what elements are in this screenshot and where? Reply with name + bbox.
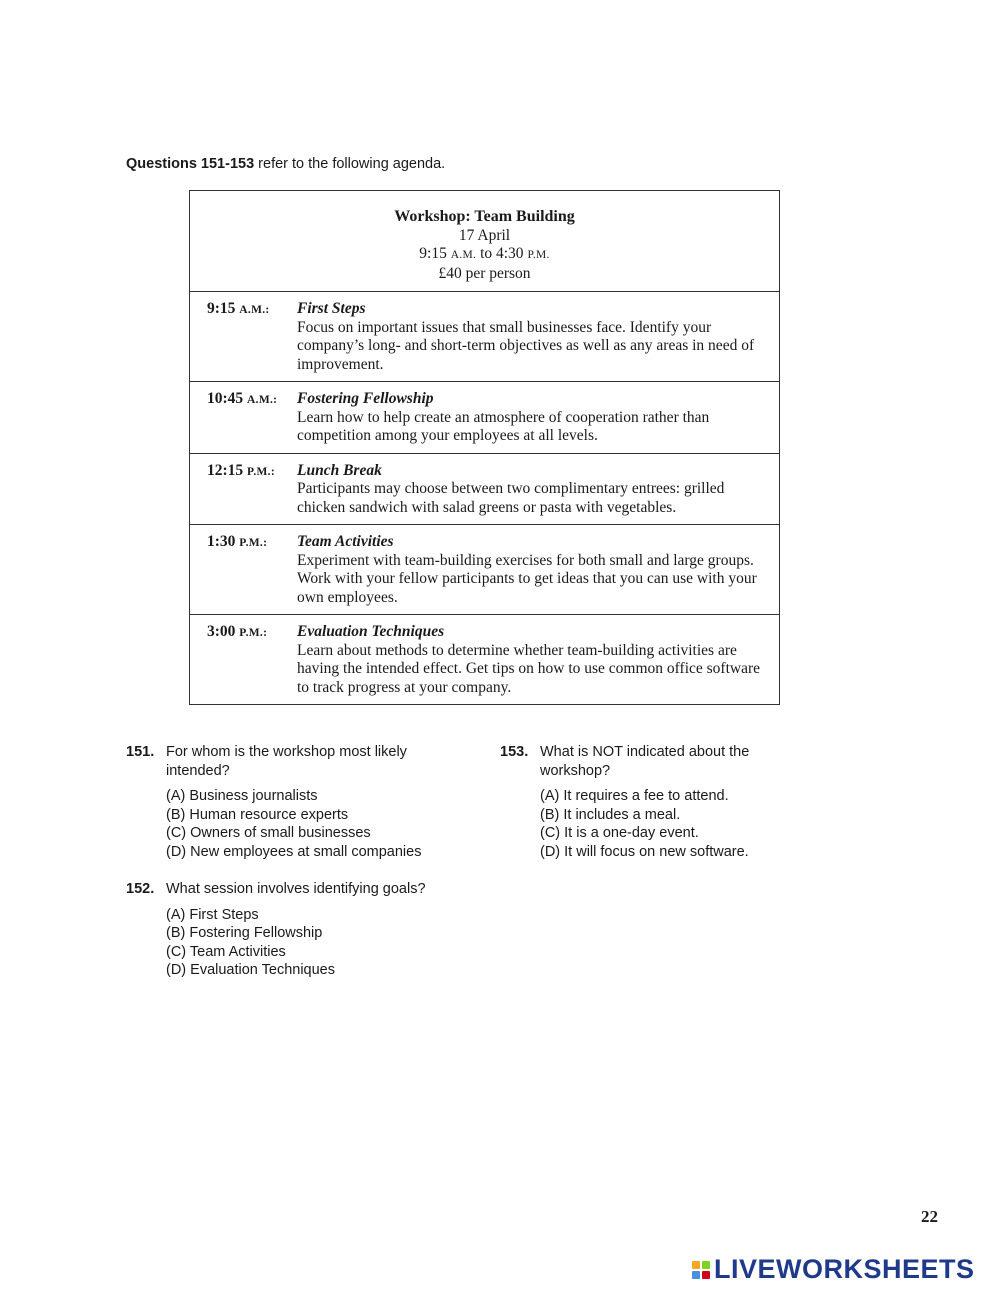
session-desc: Experiment with team-building exercises for both small and large groups. Work with your fellow participants to get ideas that you can use with your own employees. xyxy=(297,551,757,606)
logo-square xyxy=(702,1271,710,1279)
logo-square xyxy=(702,1261,710,1269)
answer-option[interactable]: (A) It requires a fee to attend. xyxy=(540,788,729,804)
time-suffix: P.M.: xyxy=(247,465,275,478)
page-number: 22 xyxy=(921,1207,938,1226)
answer-option[interactable]: (C) It is a one-day event. xyxy=(540,825,699,841)
session-desc: Learn how to help create an atmosphere of cooperation rather than competition among your employees at all levels. xyxy=(297,408,710,444)
agenda-row xyxy=(190,525,779,615)
session-name: First Steps xyxy=(297,300,366,317)
logo-square xyxy=(692,1271,700,1279)
question-153 xyxy=(500,743,800,861)
agenda-header xyxy=(190,191,779,292)
time-value: 1:30 xyxy=(207,533,240,550)
session-time xyxy=(207,533,297,607)
agenda-box xyxy=(189,190,780,705)
intro-bold: Questions 151-153 xyxy=(126,156,255,172)
agenda-hours xyxy=(190,245,779,265)
answer-option[interactable]: (B) Human resource experts xyxy=(166,806,349,823)
session-time xyxy=(207,390,297,446)
session-name: Team Activities xyxy=(297,533,394,550)
session-time xyxy=(207,300,297,374)
answer-option[interactable]: (D) New employees at small companies xyxy=(166,843,422,860)
time-suffix: A.M.: xyxy=(239,304,270,316)
agenda-row xyxy=(190,292,779,382)
agenda-title: Workshop: Team Building xyxy=(394,208,575,225)
question-151 xyxy=(126,743,466,861)
session-time xyxy=(207,623,297,697)
answer-option[interactable]: (A) Business journalists xyxy=(166,788,318,804)
question-number: 151. xyxy=(126,744,155,760)
time-value: 10:45 xyxy=(207,390,248,407)
question-text: For whom is the workshop most likely intended? xyxy=(166,744,407,779)
agenda-date: 17 April xyxy=(458,226,511,244)
answer-options xyxy=(166,906,486,980)
logo-text: LIVEWORKSHEETS xyxy=(714,1254,975,1284)
time-value: 12:15 xyxy=(207,461,248,479)
time-suffix: A.M.: xyxy=(247,394,278,406)
question-152 xyxy=(126,880,486,980)
session-name: Evaluation Techniques xyxy=(297,623,445,640)
session-time xyxy=(207,462,297,518)
answer-option[interactable]: (C) Team Activities xyxy=(166,943,286,960)
time-value: 3:00 xyxy=(207,623,240,640)
answer-option[interactable]: (C) Owners of small businesses xyxy=(166,825,371,841)
answer-option[interactable]: (A) First Steps xyxy=(166,906,259,923)
time-suffix: P.M.: xyxy=(239,537,268,549)
agenda-row xyxy=(190,382,779,454)
liveworksheets-logo xyxy=(692,1254,975,1285)
session-name: Fostering Fellowship xyxy=(297,390,434,407)
answer-option[interactable]: (B) It includes a meal. xyxy=(540,806,681,823)
question-text: What session involves identifying goals? xyxy=(166,881,426,897)
hours-end-suffix: P.M. xyxy=(527,249,550,261)
hours-start-suffix: A.M. xyxy=(450,249,477,261)
intro-text xyxy=(126,156,445,172)
answer-options xyxy=(166,787,466,861)
question-text: What is NOT indicated about the workshop? xyxy=(540,744,750,779)
session-desc: Focus on important issues that small businesses face. Identify your company’s long- and short-term objectives as well as any areas in need of improvement. xyxy=(297,318,755,373)
question-number: 153. xyxy=(500,744,529,760)
agenda-row xyxy=(190,615,779,704)
hours-start: 9:15 xyxy=(419,245,451,262)
session-name: Lunch Break xyxy=(297,461,382,479)
logo-icon xyxy=(692,1261,710,1279)
intro-rest: refer to the following agenda. xyxy=(254,156,446,172)
hours-mid: to 4:30 xyxy=(476,245,528,262)
time-value: 9:15 xyxy=(207,300,240,317)
answer-option[interactable]: (D) Evaluation Techniques xyxy=(166,962,335,978)
session-desc: Learn about methods to determine whether team-building activities are having the intended effect. Get tips on how to use common office software to track progress at your company. xyxy=(297,641,761,696)
answer-option[interactable]: (B) Fostering Fellowship xyxy=(166,925,323,941)
question-number: 152. xyxy=(126,881,155,897)
answer-options xyxy=(540,787,800,861)
answer-option[interactable]: (D) It will focus on new software. xyxy=(540,843,749,860)
session-desc: Participants may choose between two complimentary entrees: grilled chicken sandwich with salad greens or pasta with vegetables. xyxy=(297,480,725,516)
logo-square xyxy=(692,1261,700,1269)
agenda-fee: £40 per person xyxy=(438,264,531,282)
time-suffix: P.M.: xyxy=(239,627,268,639)
agenda-row xyxy=(190,454,779,526)
